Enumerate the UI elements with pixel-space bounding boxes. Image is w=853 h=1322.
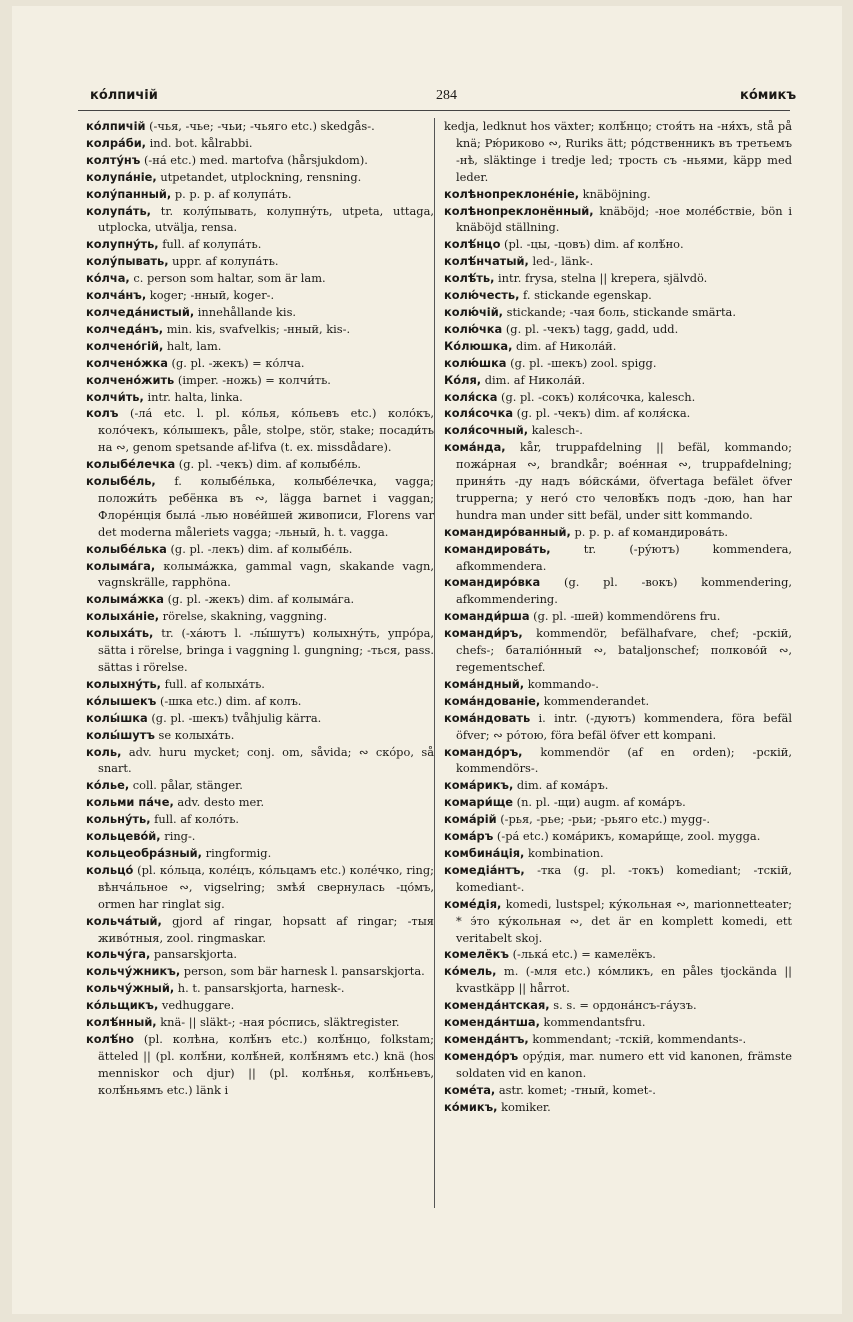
entry-headword: кольча́тый, xyxy=(86,913,162,928)
dictionary-entry xyxy=(86,372,434,389)
dictionary-entry xyxy=(444,236,792,253)
entry-definition: led-, länk-. xyxy=(528,254,594,269)
entry-definition: kalesch-. xyxy=(528,423,583,438)
entry-headword: колыма́жка xyxy=(86,592,164,607)
entry-headword: колю́шка xyxy=(444,355,507,370)
entry-definition: tr. колу́пывать, колупну́ть, utpeta, uttaga, utplocka, utvälja, rensa. xyxy=(98,203,434,235)
dictionary-entry xyxy=(444,1082,792,1099)
entry-definition: ringformig. xyxy=(202,845,272,860)
entry-headword: колѣ́нцо xyxy=(444,237,501,252)
entry-headword: ко́лча, xyxy=(86,271,130,286)
entry-definition: halt, lam. xyxy=(163,338,222,353)
entry-definition: -тка (g. pl. -токъ) komediant; -тскій, komediant-. xyxy=(456,862,792,894)
entry-headword: кольчу́жникъ, xyxy=(86,964,181,979)
entry-definition: (pl. колѣна, колѣ́нъ etc.) колѣ́нцо, folkstam; ätteled || (pl. колѣ́ни, колѣ́ней, колѣ́нямъ etc.) knä (hos menniskor och djur) || (pl. колѣ́нья, колѣ́ньевъ, колѣ́ньямъ etc.) länk i xyxy=(98,1031,434,1097)
entry-definition: innehållande kis. xyxy=(194,304,297,319)
dictionary-entry xyxy=(444,422,792,439)
entry-definition: (g. pl. -чекъ) dim. af колыбе́ль. xyxy=(175,457,362,472)
dictionary-entry xyxy=(444,963,792,997)
dictionary-entry xyxy=(444,777,792,794)
entry-headword: командо́ръ, xyxy=(444,744,523,759)
dictionary-entry xyxy=(444,676,792,693)
dictionary-entry xyxy=(86,338,434,355)
page-number: 284 xyxy=(436,88,457,103)
entry-headword: колчи́ть, xyxy=(86,389,144,404)
dictionary-entry xyxy=(444,845,792,862)
entry-definition: uppr. af колупа́ть. xyxy=(168,254,279,269)
entry-definition: i. intr. (-дуютъ) kommendera, föra befäl öfver; ∾ ро́тою, föra befäl öfver ett kompani. xyxy=(456,710,792,742)
dictionary-entry xyxy=(444,203,792,237)
entry-definition: full. af коло́ть. xyxy=(150,812,240,827)
header-right-guideword: ко́микъ xyxy=(740,88,797,103)
entry-definition: ору́дія, mar. numero ett vid kanonen, främste soldaten vid en kanon. xyxy=(456,1048,792,1080)
entry-definition: ring-. xyxy=(160,829,196,844)
entry-headword: кома́ръ xyxy=(444,829,494,844)
dictionary-entry xyxy=(444,828,792,845)
entry-definition: (g. pl. -шекъ) zool. spigg. xyxy=(506,355,657,370)
entry-definition: (n. pl. -щи) augm. af кома́ръ. xyxy=(513,795,686,810)
entry-definition: dim. af Никола́й. xyxy=(512,338,617,353)
entry-headword: колу́панный, xyxy=(86,186,172,201)
dictionary-entry xyxy=(444,321,792,338)
entry-headword: колыха́ніе, xyxy=(86,609,160,624)
dictionary-entry xyxy=(444,118,792,186)
dictionary-entry xyxy=(86,963,434,980)
entry-headword: кольцево́й, xyxy=(86,829,161,844)
entry-headword: Ко́ля, xyxy=(444,372,482,387)
entry-definition: kommendör (af en orden); -рскій, kommendörs-. xyxy=(456,744,792,776)
dictionary-entry xyxy=(86,253,434,270)
entry-headword: командиро́ванный, xyxy=(444,524,571,539)
entry-headword: колра́би, xyxy=(86,135,147,150)
entry-headword: кома́ндованіе, xyxy=(444,693,541,708)
entry-headword: колчено́жить xyxy=(86,372,175,387)
dictionary-entry xyxy=(444,896,792,947)
entry-headword: коля́сочный, xyxy=(444,423,529,438)
entry-headword: колы́шка xyxy=(86,710,148,725)
entry-headword: колѣ́нный, xyxy=(86,1015,157,1030)
entry-headword: комедіа́нтъ, xyxy=(444,862,525,877)
entry-definition: kommendör, befälhafvare, chef; -рскій, chefs-; баталіо́нный ∾, bataljonschef; полково́й ∾, regementschef. xyxy=(456,626,792,674)
dictionary-entry xyxy=(444,997,792,1014)
entry-headword: кольцо́ xyxy=(86,862,134,877)
entry-definition: (g. pl. -жекъ) = ко́лча. xyxy=(167,355,305,370)
entry-definition: adv. huru mycket; conj. om, såvida; ∾ скóро, så snart. xyxy=(98,744,434,776)
entry-headword: комендо́ръ xyxy=(444,1048,519,1063)
entry-definition: kombination. xyxy=(524,845,604,860)
entry-definition: knäböjd; -ное молéбствіе, bön i knäböjd ställning. xyxy=(456,203,792,235)
entry-headword: колча́нъ, xyxy=(86,288,147,303)
entry-definition: p. p. p. af колупа́ть. xyxy=(171,186,292,201)
entry-headword: команди́рша xyxy=(444,609,530,624)
dictionary-entry xyxy=(444,253,792,270)
dictionary-entry xyxy=(444,372,792,389)
dictionary-entry xyxy=(86,456,434,473)
entry-definition: kommendantsfru. xyxy=(539,1015,646,1030)
entry-headword: колчено́жка xyxy=(86,355,168,370)
dictionary-entry xyxy=(86,118,434,135)
entry-headword: колту́нъ xyxy=(86,152,141,167)
entry-headword: коля́ска xyxy=(444,389,498,404)
entry-definition: (-лька́ etc.) = камелёкъ. xyxy=(508,947,656,962)
dictionary-entry xyxy=(86,591,434,608)
dictionary-entry xyxy=(86,321,434,338)
entry-definition: (g. pl. -чекъ) tagg, gadd, udd. xyxy=(502,321,679,336)
dictionary-entry xyxy=(444,693,792,710)
entry-headword: кольми па́че, xyxy=(86,795,174,810)
entry-headword: колыбе́лька xyxy=(86,541,167,556)
dictionary-entry xyxy=(86,355,434,372)
entry-definition: full. af колупа́ть. xyxy=(158,237,262,252)
entry-headword: ко́лпичій xyxy=(86,119,146,133)
dictionary-entry xyxy=(444,270,792,287)
entry-definition: (pl. ко́льца, колéцъ, ко́льцамъ etc.) колéчко, ring; вѣнча́льное ∾, vigselring; змѣя́ свернулась -цо́мъ, ormen har ringlat sig. xyxy=(98,862,434,911)
entry-definition: s. s. = ордона́нсъ-га́узъ. xyxy=(549,998,697,1013)
entry-definition: coll. pålar, stänger. xyxy=(129,778,243,793)
entry-headword: комелёкъ xyxy=(444,947,509,962)
dictionary-entry xyxy=(444,1048,792,1082)
entry-definition: vedhuggare. xyxy=(158,998,235,1013)
entry-headword: ко́микъ, xyxy=(444,1099,498,1114)
dictionary-entry xyxy=(86,845,434,862)
entry-definition: se колыха́ть. xyxy=(154,727,235,742)
entry-headword: колыхну́ть, xyxy=(86,676,161,691)
dictionary-entry xyxy=(86,608,434,625)
entry-headword: колю́чій, xyxy=(444,304,504,319)
entry-definition: h. t. pansarskjorta, harnesk-. xyxy=(174,981,345,996)
entry-definition: adv. desto mer. xyxy=(173,795,265,810)
entry-definition: f. колыбе́лька, колыбе́лечка, vagga; положи́ть ребёнка въ ∾, lägga barnet i vaggan; Флоре́нція была́ -лью нове́йшей живописи, Florens var det moderna måleriets vagga; -льный, h. t. vagga. xyxy=(98,474,434,539)
entry-headword: ко́льщикъ, xyxy=(86,998,159,1013)
dictionary-entry xyxy=(444,574,792,608)
entry-headword: Ко́люшка, xyxy=(444,338,513,353)
entry-definition: tr. (-ха́ютъ l. -лы́шутъ) колыхну́ть, упрóра, sätta i rörelse, bringa i vaggning l. gungning; -ться, pass. sättas i rörelse. xyxy=(98,626,434,674)
dictionary-entry xyxy=(86,946,434,963)
entry-headword: колѣ́но xyxy=(86,1031,134,1046)
entry-definition: utpetandet, utplockning, rensning. xyxy=(156,169,362,184)
entry-headword: ко́лышекъ xyxy=(86,693,157,708)
entry-definition: p. p. p. af командирова́ть. xyxy=(570,524,728,539)
entry-definition: full. af колыха́ть. xyxy=(160,676,265,691)
dictionary-entry xyxy=(444,389,792,406)
entry-headword: колѣ́ть, xyxy=(444,271,495,286)
entry-definition: (-ла́ etc. l. pl. ко́лья, ко́льевъ etc.) коло́къ, колóчекъ, ко́лышекъ, påle, stolpe, stör, stake; посади́ть на ∾, genom spetsande af-lifva (t. ex. missdådare). xyxy=(98,406,434,455)
entry-headword: колчеда́нъ, xyxy=(86,321,164,336)
entry-definition: (g. pl. -чекъ) dim. af коля́ска. xyxy=(513,406,691,421)
header-left-guideword: ко́лпичій xyxy=(90,88,158,103)
entry-headword: колыма́га, xyxy=(86,558,156,573)
entry-definition: intr. frysa, stelna || krepera, självdö. xyxy=(494,271,708,286)
entry-headword: колупа́ть, xyxy=(86,203,152,218)
entry-headword: колчено́гій, xyxy=(86,338,164,353)
dictionary-entry xyxy=(444,608,792,625)
dictionary-entry xyxy=(86,997,434,1014)
dictionary-entry xyxy=(444,1031,792,1048)
dictionary-entry xyxy=(444,1014,792,1031)
entry-definition: (g. pl. -жекъ) dim. af колыма́га. xyxy=(163,592,355,607)
entry-headword: колъ xyxy=(86,406,119,421)
column-divider xyxy=(434,118,435,1208)
entry-definition: knä- || släkt-; -ная ро́спись, släktregister. xyxy=(156,1015,400,1030)
dictionary-entry xyxy=(86,710,434,727)
entry-headword: коля́сочка xyxy=(444,406,514,421)
dictionary-entry xyxy=(86,473,434,541)
entry-headword: кома́рикъ, xyxy=(444,778,514,793)
entry-definition: stickande; -чая боль, stickande smärta. xyxy=(503,304,736,319)
dictionary-entry xyxy=(86,1014,434,1031)
dictionary-entry xyxy=(86,405,434,456)
dictionary-entry xyxy=(86,913,434,947)
entry-headword: колю́чка xyxy=(444,321,503,336)
entry-definition: koger; -нный, koger-. xyxy=(146,288,275,303)
entry-headword: ко́мель, xyxy=(444,964,497,979)
dictionary-entry xyxy=(86,794,434,811)
dictionary-entry xyxy=(444,405,792,422)
dictionary-entry xyxy=(86,862,434,913)
entry-headword: командирова́ть, xyxy=(444,541,551,556)
entry-definition: f. stickande egenskap. xyxy=(519,288,652,303)
dictionary-entry xyxy=(444,186,792,203)
dictionary-entry xyxy=(444,338,792,355)
dictionary-entry xyxy=(86,828,434,845)
entry-headword: колы́шутъ xyxy=(86,727,155,742)
dictionary-entry xyxy=(86,541,434,558)
entry-headword: колыбе́лечка xyxy=(86,457,176,472)
entry-definition: tr. (-ру́ютъ) kommendera, afkommendera. xyxy=(456,541,792,573)
dictionary-entry xyxy=(86,558,434,592)
entry-definition: (g. pl. -вокъ) kommendering, afkommendering. xyxy=(456,575,792,607)
dictionary-entry xyxy=(86,777,434,794)
entry-definition: astr. komet; -тный, komet-. xyxy=(495,1082,656,1097)
dictionary-entry xyxy=(86,287,434,304)
entry-definition: (g. pl. -лекъ) dim. af колыбе́ль. xyxy=(166,541,353,556)
dictionary-entry xyxy=(444,811,792,828)
dictionary-entry xyxy=(444,541,792,575)
dictionary-entry xyxy=(444,794,792,811)
entry-definition: (imper. -ножь) = колчи́ть. xyxy=(174,372,331,387)
entry-definition: (-чья, -чье; -чьи; -чьяго etc.) skedgås-. xyxy=(145,119,375,133)
dictionary-entry xyxy=(86,625,434,676)
dictionary-entry xyxy=(444,439,792,524)
entry-definition: (-рья, -рье; -рьи; -рьяго etc.) mygg-. xyxy=(496,812,711,827)
entry-definition: ind. bot. kålrabbi. xyxy=(146,135,253,150)
entry-definition: dim. af Никола́й. xyxy=(481,372,586,387)
entry-headword: коменда́нтша, xyxy=(444,1015,540,1030)
entry-definition: kommendant; -тскій, kommendants-. xyxy=(528,1031,747,1046)
dictionary-entry xyxy=(444,862,792,896)
entry-headword: коменда́нтъ, xyxy=(444,1031,529,1046)
dictionary-entry xyxy=(444,287,792,304)
dictionary-entry xyxy=(86,203,434,237)
dictionary-entry xyxy=(86,693,434,710)
entry-definition: komiker. xyxy=(497,1099,551,1114)
entry-headword: команди́ръ, xyxy=(444,626,523,641)
right-column xyxy=(444,118,792,1115)
entry-headword: кома́рій xyxy=(444,812,497,827)
entry-headword: коменда́нтская, xyxy=(444,998,550,1013)
entry-headword: колу́пывать, xyxy=(86,254,169,269)
entry-headword: кома́ндовать xyxy=(444,710,531,725)
entry-headword: комéта, xyxy=(444,1082,496,1097)
dictionary-entry xyxy=(444,304,792,321)
left-column xyxy=(86,118,434,1099)
entry-headword: комбина́ція, xyxy=(444,845,525,860)
dictionary-entry xyxy=(86,1031,434,1099)
entry-headword: кольчу́жный, xyxy=(86,981,175,996)
entry-headword: колупну́ть, xyxy=(86,237,159,252)
dictionary-entry xyxy=(444,355,792,372)
entry-definition: kedja, ledknut hos växter; колѣ́нцо; стоя́ть на -ня́хъ, stå på knä; Рю́риково ∾, Ruriks ätt; ро́дственникъ въ третьемъ -нѣ, släktinge i tredje led; трость съ -ньями, käpp med leder. xyxy=(444,119,792,184)
dictionary-entry xyxy=(86,676,434,693)
entry-headword: командиро́вка xyxy=(444,575,541,590)
dictionary-entry xyxy=(86,744,434,778)
dictionary-entry xyxy=(444,625,792,676)
entry-definition: c. person som haltar, som är lam. xyxy=(129,271,326,286)
header-rule xyxy=(78,110,790,111)
dictionary-entry xyxy=(444,744,792,778)
entry-definition: (g. pl. -шей) kommendörens fru. xyxy=(529,609,721,624)
entry-headword: комéдія, xyxy=(444,896,502,911)
entry-definition: колыма́жка, gammal vagn, skakande vagn, vagnskrälle, rapphöna. xyxy=(98,558,434,590)
entry-definition: (g. pl. -сокъ) коля́сочка, kalesch. xyxy=(497,389,696,404)
entry-definition: knäböjning. xyxy=(579,186,651,201)
entry-headword: ко́лье, xyxy=(86,778,130,793)
dictionary-entry xyxy=(86,304,434,321)
dictionary-entry xyxy=(86,727,434,744)
entry-definition: person, som bär harnesk l. pansarskjorta. xyxy=(180,964,425,979)
entry-headword: кольцеобра́зный, xyxy=(86,845,202,860)
entry-definition: (-шка etc.) dim. af колъ. xyxy=(156,693,302,708)
entry-definition: (g. pl. -шекъ) tvåhjulig kärra. xyxy=(147,710,322,725)
entry-definition: komedi, lustspel; ку́кольная ∾, marionnetteater; * э́то ку́кольная ∾, det är en komplett komedi, ett veritabelt skoj. xyxy=(456,896,792,945)
entry-definition: kommando-. xyxy=(524,676,599,691)
entry-definition: (pl. -цы, -цовъ) dim. af колѣ́но. xyxy=(500,237,684,252)
entry-definition: min. kis, svafvelkis; -нный, kis-. xyxy=(163,321,351,336)
entry-headword: колчеда́нистый, xyxy=(86,304,195,319)
dictionary-entry xyxy=(444,524,792,541)
entry-headword: колѣ́нчатый, xyxy=(444,254,529,269)
entry-definition: (-ра́ etc.) кома́рикъ, комари́ще, zool. mygga. xyxy=(493,829,761,844)
entry-headword: колѣнопреклонéніе, xyxy=(444,186,580,201)
entry-headword: колю́честь, xyxy=(444,288,520,303)
entry-definition: dim. af кома́ръ. xyxy=(513,778,609,793)
entry-headword: кольну́ть, xyxy=(86,812,151,827)
dictionary-entry xyxy=(444,1099,792,1116)
dictionary-entry xyxy=(86,169,434,186)
dictionary-entry xyxy=(444,710,792,744)
entry-headword: комари́ще xyxy=(444,795,514,810)
entry-headword: колупа́ніе, xyxy=(86,169,157,184)
entry-definition: (-на́ etc.) med. martofva (hårsjukdom). xyxy=(140,152,368,167)
entry-headword: колыха́ть, xyxy=(86,626,154,641)
entry-headword: коль, xyxy=(86,744,122,759)
entry-headword: колыбе́ль, xyxy=(86,474,156,489)
dictionary-entry xyxy=(444,946,792,963)
entry-definition: gjord af ringar, hopsatt af ringar; -тыя живóтныя, zool. ringmaskar. xyxy=(98,913,434,945)
entry-definition: kommenderandet. xyxy=(540,693,650,708)
dictionary-entry xyxy=(86,270,434,287)
entry-headword: кома́ндный, xyxy=(444,676,525,691)
entry-headword: колѣнопреклонённый, xyxy=(444,203,594,218)
dictionary-entry xyxy=(86,135,434,152)
entry-definition: pansarskjorta. xyxy=(150,947,238,962)
entry-definition: rörelse, skakning, vaggning. xyxy=(159,609,327,624)
entry-headword: кольчу́га, xyxy=(86,947,151,962)
dictionary-entry xyxy=(86,980,434,997)
dictionary-entry xyxy=(86,236,434,253)
dictionary-entry xyxy=(86,389,434,406)
dictionary-entry xyxy=(86,811,434,828)
entry-definition: intr. halta, linka. xyxy=(143,389,243,404)
dictionary-entry xyxy=(86,152,434,169)
entry-definition: kår, truppafdelning || befäl, kommando; пожа́рная ∾, brandkår; вое́нная ∾, truppafdelning; приня́ть -ду надъ вóйскáми, öfvertaga befälet öfver trupperna; у негó сто человѣ́къ подъ -дою, han har hundra man under sitt befäl, under sitt kommando. xyxy=(456,440,792,522)
entry-definition: m. (-мля etc.) ко́мликъ, en påles tjockända || kvastkäpp || hårrot. xyxy=(456,964,792,996)
dictionary-entry xyxy=(86,186,434,203)
entry-headword: кома́нда, xyxy=(444,440,506,455)
